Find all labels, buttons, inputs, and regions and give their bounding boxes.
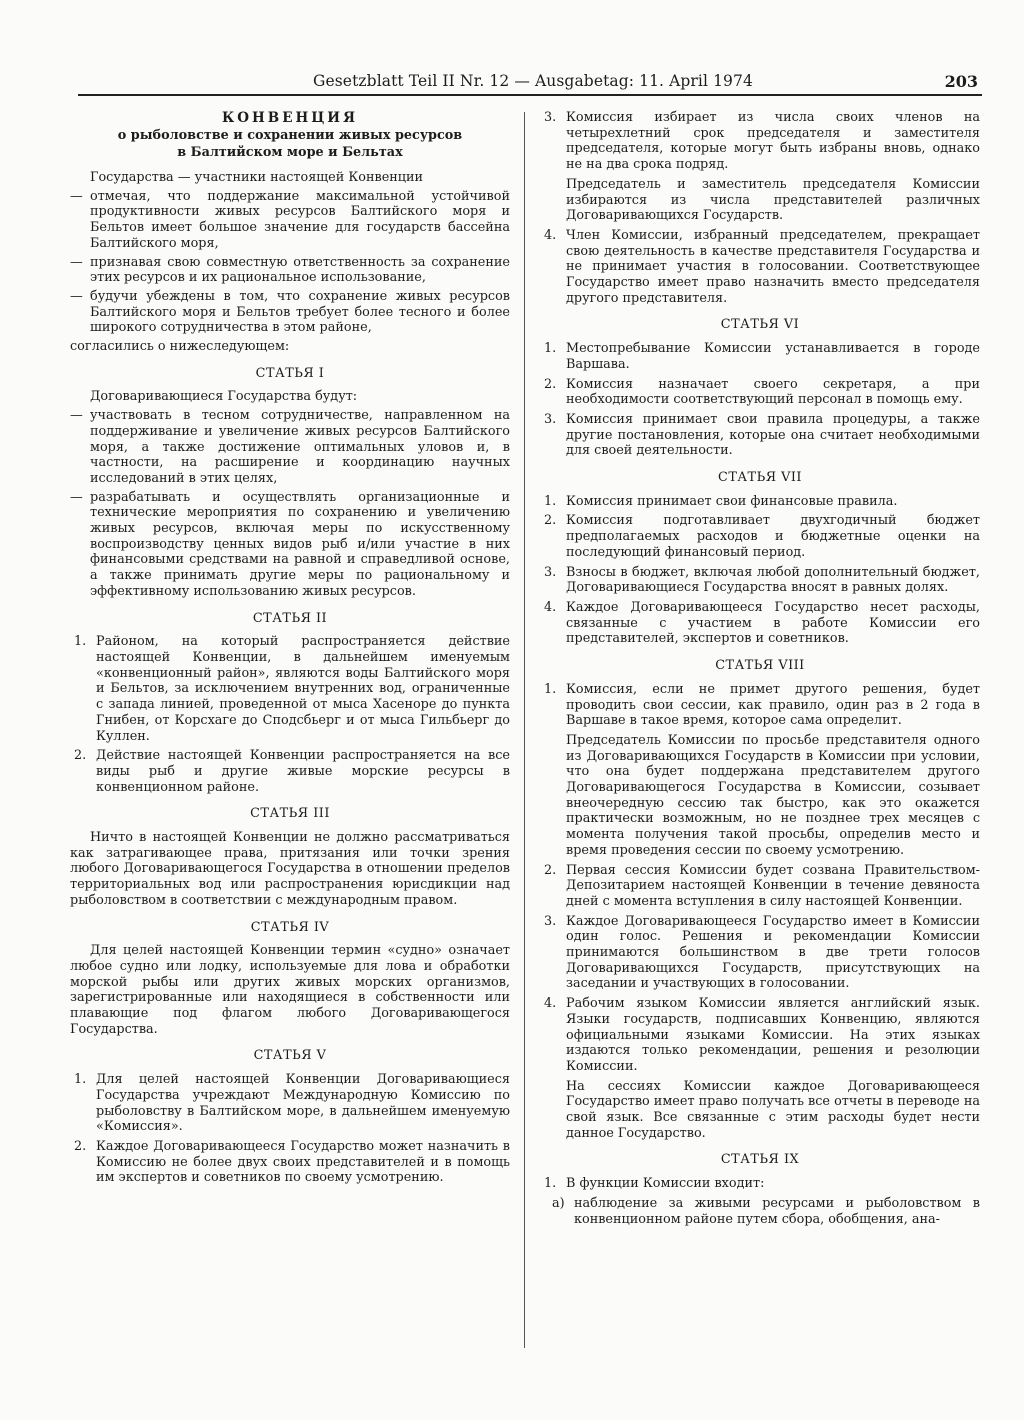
item-number: 1. — [74, 1072, 87, 1088]
header-rule — [78, 94, 982, 96]
page-number: 203 — [944, 72, 978, 91]
preamble-item-text: признавая свою совместную ответственность за сохранение этих ресурсов и их рациональное использование, — [90, 254, 510, 286]
article-4-heading: СТАТЬЯ IV — [250, 919, 330, 935]
item-number: 1. — [544, 341, 557, 357]
article-8-item-text: Каждое Договаривающееся Государство имеет в Комиссии один голос. Решения и рекомендации Комиссии принимаются большинством в две трети голосов Договаривающихся Государств, присутствующих на заседании и участвующих в голосовании. — [566, 913, 980, 992]
article-9-subitem-text: наблюдение за живыми ресурсами и рыболовством в конвенционном районе путем сбора, обобщения, ана- — [574, 1195, 980, 1227]
convention-subtitle-1: о рыболовстве и сохранении живых ресурсов — [117, 128, 463, 143]
page-header — [78, 72, 982, 94]
preamble-item-text: будучи убеждены в том, что сохранение живых ресурсов Балтийского моря и Бельтов требует более тесного и более широкого сотрудничества в этом районе, — [90, 288, 510, 336]
agreed-line: согласились о нижеследующем: — [70, 339, 290, 355]
article-6-item-text: Комиссия назначает своего секретаря, а при необходимости соответствующий персонал в помощь ему. — [566, 376, 980, 408]
article-8-item-continuation: На сессиях Комиссии каждое Договаривающееся Государство имеет право получать все отчеты в переводе на свой язык. Все связанные с этим расходы будет нести данное Государство. — [566, 1078, 980, 1141]
dash-marker: — — [70, 254, 83, 270]
article-6-item-text: Комиссия принимает свои правила процедуры, а также другие постановления, которые она считает необходимыми для своей деятельности. — [566, 411, 980, 459]
article-1-item-text: участвовать в тесном сотрудничестве, направленном на поддерживание и увеличение живых ресурсов Балтийского моря, а также достижение оптимальных уловов и, в частности, на расширение и координацию научных исследований в этих целях, — [90, 408, 510, 486]
article-7-heading: СТАТЬЯ VII — [718, 470, 802, 486]
right-column — [540, 110, 980, 1227]
item-number: 2. — [74, 1138, 87, 1154]
article-3-heading: СТАТЬЯ III — [250, 806, 330, 822]
article-2-item-text: Действие настоящей Конвенции распространяется на все виды рыб и другие живые морские ресурсы в конвенционном районе. — [96, 748, 510, 795]
dash-marker: — — [70, 188, 83, 204]
convention-title: КОНВЕНЦИЯ — [222, 110, 358, 126]
item-number: 2. — [544, 376, 557, 392]
convention-title-block — [70, 110, 510, 161]
article-2-item — [70, 634, 510, 744]
article-7-item-text: Комиссия подготавливает двухгодичный бюджет предполагаемых расходов и бюджетные оценки на последующий финансовый период. — [566, 513, 980, 560]
item-number: 1. — [544, 681, 557, 697]
preamble-item — [70, 255, 510, 286]
article-8-item — [540, 914, 980, 993]
article-8-item-text: Рабочим языком Комиссии является английский язык. Языки государств, подписавших Конвенцию, являются официальными языками Комиссии. На этих языках издаются только рекомендации, решения и резолюции Комиссии. — [566, 996, 980, 1074]
article-7-item-text: Взносы в бюджет, включая любой дополнительный бюджет, Договаривающиеся Государства вносят в равных долях. — [566, 564, 980, 596]
article-9-heading: СТАТЬЯ IX — [720, 1152, 800, 1168]
article-6-heading: СТАТЬЯ VI — [720, 317, 800, 333]
article-2-item-text: Районом, на который распространяется действие настоящей Конвенции, в дальнейшем именуемым «конвенционный район», являются воды Балтийского моря и Бельтов, за исключением внутренних вод, ограниченные с запада линией, проведенной от мыса Хасеноре до пункта Гнибен, от Корсхаге до Сподсбьерг и от мыса Гильбьерг до Куллен. — [96, 634, 510, 744]
item-number: 3. — [544, 110, 557, 125]
article-1-heading: СТАТЬЯ I — [255, 365, 325, 381]
convention-subtitle-2: в Балтийском море и Бельтах — [177, 145, 403, 160]
preamble-item-text: отмечая, что поддержание максимальной устойчивой продуктивности живых ресурсов Балтийского моря и Бельтов имеет большое значение для государств бассейна Балтийского моря, — [90, 188, 510, 251]
left-column — [70, 110, 510, 1190]
article-5-item-continuation: Председатель и заместитель председателя Комиссии избираются из числа представителей различных Договаривающихся Государств. — [566, 176, 980, 224]
article-7-item — [540, 513, 980, 560]
dash-marker: — — [70, 408, 83, 424]
article-6-item — [540, 377, 980, 408]
article-2-item — [70, 748, 510, 795]
item-number: 3. — [544, 564, 557, 580]
item-number: 4. — [544, 996, 557, 1012]
item-number: 4. — [544, 227, 557, 243]
preamble-item — [70, 289, 510, 336]
column-divider — [524, 112, 525, 1348]
article-5-item-text: Комиссия избирает из числа своих членов на четырехлетний срок председателя и заместителя председателя, которые могут быть избраны вновь, однако не на два срока подряд. — [566, 110, 980, 173]
article-8-item-text: Комиссия, если не примет другого решения, будет проводить свои сессии, как правило, один раз в 2 года в Варшаве в такое время, которое сама определит. — [566, 681, 980, 729]
subitem-marker: а) — [552, 1195, 565, 1211]
article-5-item — [540, 228, 980, 307]
article-7-item — [540, 494, 980, 510]
article-5-item — [540, 110, 980, 173]
dash-marker: — — [70, 489, 83, 505]
article-8-item — [540, 682, 980, 729]
preamble-item — [70, 189, 510, 252]
preamble-intro: Государства — участники настоящей Конвенции — [90, 170, 424, 185]
article-3-text: Ничто в настоящей Конвенции не должно рассматриваться как затрагивающее права, притязания или точки зрения любого Договаривающегося Государства в отношении пределов территориальных вод или распространения юрисдикции над рыболовством в соответствии с международным правом. — [70, 830, 510, 908]
article-1-item — [70, 408, 510, 487]
article-8-item-text: Первая сессия Комиссии будет созвана Правительством-Депозитарием настоящей Конвенции в течение девяноста дней с момента вступления в силу настоящей Конвенции. — [566, 862, 980, 909]
article-1-item — [70, 490, 510, 600]
article-6-item-text: Местопребывание Комиссии устанавливается в городе Варшава. — [566, 341, 980, 372]
article-8-item-continuation: Председатель Комиссии по просьбе представителя одного из Договаривающихся Государств в Комиссии при условии, что она будет поддержана представителем другого Договаривающегося Государства в Комиссии, созывает внеочередную сессию так быстро, как это окажется практически возможным, но не позднее трех месяцев с момента получения такой просьбы, определив место и время проведения сессии по своему усмотрению. — [566, 732, 980, 858]
article-9-item-text: В функции Комиссии входит: — [566, 1176, 765, 1192]
article-7-item — [540, 565, 980, 596]
article-7-item-text: Комиссия принимает свои финансовые правила. — [566, 493, 898, 509]
article-4-text: Для целей настоящей Конвенции термин «судно» означает любое судно или лодку, используемые для лова и обработки морской рыбы или других живых морских организмов, зарегистрированные или находящиеся в собственности или плавающие под флагом любого Договаривающегося Государства. — [70, 943, 510, 1037]
article-5-item-text: Член Комиссии, избранный председателем, прекращает свою деятельность в качестве представителя Государства и не принимает участия в голосовании. Соответствующее Государство имеет право назначить вместо председателя другого представителя. — [566, 227, 980, 306]
article-8-item — [540, 996, 980, 1075]
item-number: 2. — [544, 513, 557, 529]
item-number: 3. — [544, 913, 557, 929]
article-2-heading: СТАТЬЯ II — [252, 610, 328, 626]
item-number: 1. — [544, 493, 557, 509]
article-9-subitem — [540, 1196, 980, 1227]
article-5-item-text: Каждое Договаривающееся Государство может назначить в Комиссию не более двух своих представителей и в помощь им экспертов и советников по своему усмотрению. — [96, 1138, 510, 1186]
article-1-intro: Договаривающиеся Государства будут: — [90, 389, 358, 405]
article-1-item-text: разрабатывать и осуществлять организационные и технические мероприятия по сохранению и увеличению живых ресурсов, включая меры по искусственному воспроизводству ценных видов рыб и/или участие в них финансовыми средствами на равной и справедливой основе, а также принимать другие меры по рациональному и эффективному использованию живых ресурсов. — [90, 489, 510, 599]
item-number: 2. — [74, 748, 87, 764]
item-number: 2. — [544, 862, 557, 878]
article-9-item — [540, 1176, 980, 1192]
article-5-item-text: Для целей настоящей Конвенции Договаривающиеся Государства учреждают Международную Комиссию по рыболовству в Балтийском море, в дальнейшем именуемую «Комиссия». — [96, 1072, 510, 1135]
article-5-item — [70, 1072, 510, 1135]
item-number: 1. — [74, 634, 87, 650]
article-8-heading: СТАТЬЯ VIII — [715, 658, 805, 674]
article-7-item — [540, 600, 980, 647]
item-number: 3. — [544, 411, 557, 427]
running-header-title: Gesetzblatt Teil II Nr. 12 — Ausgabetag: 11. April 1974 — [313, 72, 753, 90]
article-6-item — [540, 412, 980, 459]
item-number: 1. — [544, 1176, 557, 1192]
article-6-item — [540, 341, 980, 372]
article-5-item — [70, 1139, 510, 1186]
item-number: 4. — [544, 599, 557, 615]
dash-marker: — — [70, 288, 83, 304]
article-7-item-text: Каждое Договаривающееся Государство несет расходы, связанные с участием в работе Комиссии его представителей, экспертов и советников. — [566, 599, 980, 647]
article-8-item — [540, 863, 980, 910]
article-5-heading: СТАТЬЯ V — [253, 1048, 327, 1064]
